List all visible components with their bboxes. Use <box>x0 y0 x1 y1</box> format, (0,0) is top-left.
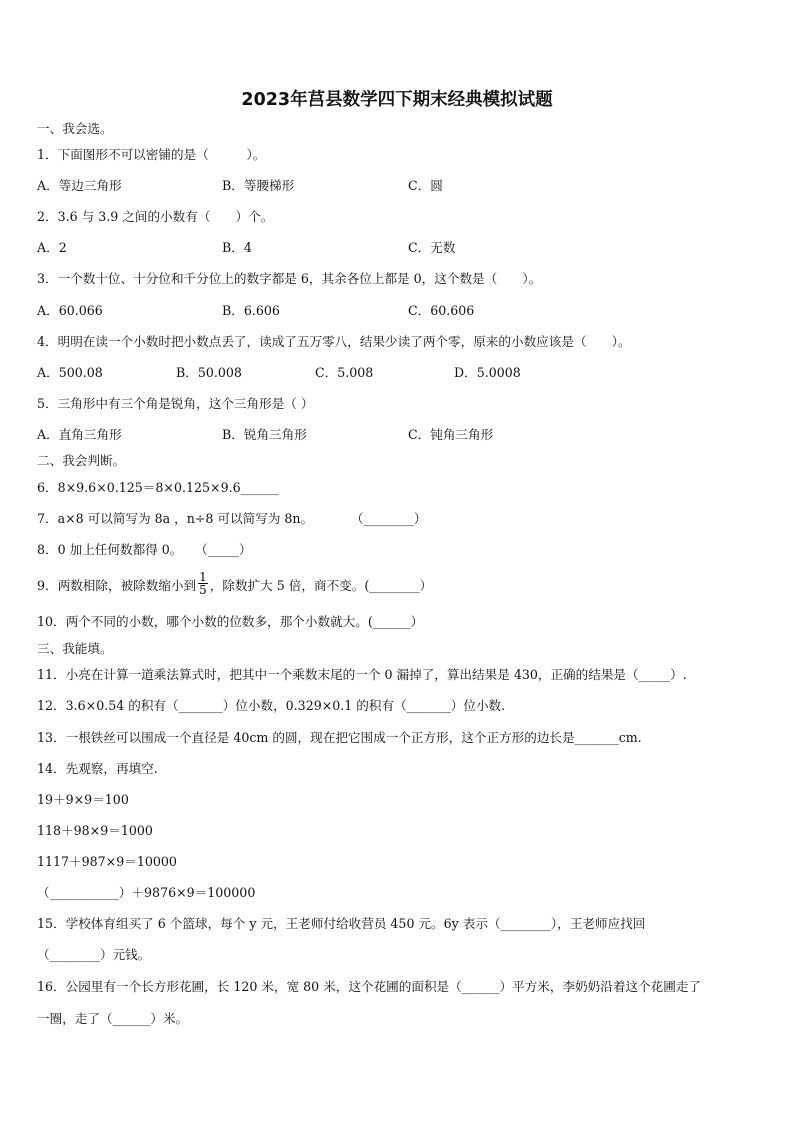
question-16-line-2: 一圈，走了（______）米。 <box>37 1011 189 1026</box>
q9-text-before: 9．两数相除，被除数缩小到 <box>37 578 197 593</box>
question-3: 3．一个数十位、十分位和千分位上的数字都是 6，其余各位上都是 0，这个数是（ ）。 <box>37 271 542 286</box>
question-8: 8．0 加上任何数都得 0。 （_____） <box>37 542 252 557</box>
section-heading-choice: 一、我会选。 <box>37 121 113 136</box>
q1-option-b: B．等腰梯形 <box>222 178 295 193</box>
q5-option-c: C．钝角三角形 <box>408 427 494 442</box>
question-5: 5．三角形中有三个角是锐角，这个三角形是（ ） <box>37 396 314 411</box>
question-2: 2．3.6 与 3.9 之间的小数有（ ）个。 <box>37 209 274 224</box>
q14-equation-3: 1117＋987×9＝10000 <box>37 854 177 869</box>
q3-option-c: C．60.606 <box>408 303 475 318</box>
q5-option-a: A．直角三角形 <box>37 427 122 442</box>
question-10: 10．两个不同的小数，哪个小数的位数多，那个小数就大。(______） <box>37 614 424 629</box>
question-12: 12．3.6×0.54 的积有（_______）位小数，0.329×0.1 的积有（_______）位小数. <box>37 698 506 713</box>
q14-equation-1: 19＋9×9＝100 <box>37 792 129 807</box>
q4-option-c: C．5.008 <box>315 365 374 380</box>
section-heading-fill: 三、我能填。 <box>37 641 113 656</box>
question-13: 13．一根铁丝可以围成一个直径是 40cm 的圆，现在把它围成一个正方形，这个正方形的边长是_______cm. <box>37 730 642 745</box>
fraction-numerator: 1 <box>199 570 207 584</box>
question-16-line-1: 16．公园里有一个长方形花圃，长 120 米，宽 80 米，这个花圃的面积是（______）平方米，李奶奶沿着这个花圃走了 <box>37 979 702 994</box>
question-11: 11．小亮在计算一道乘法算式时，把其中一个乘数末尾的一个 0 漏掉了，算出结果是 430，正确的结果是（_____）. <box>37 667 687 682</box>
question-7: 7．a×8 可以简写为 8a ，n÷8 可以简写为 8n。 （________） <box>37 511 427 526</box>
q5-option-b: B．锐角三角形 <box>222 427 307 442</box>
fraction-denominator: 5 <box>199 583 207 597</box>
question-1: 1．下面图形不可以密铺的是（ ）。 <box>37 147 266 162</box>
q9-text-after: ，除数扩大 5 倍，商不变。(________） <box>209 578 433 593</box>
question-15-line-2: （________）元钱。 <box>37 947 151 962</box>
q3-option-a: A．60.066 <box>37 303 103 318</box>
question-15-line-1: 15．学校体育组买了 6 个篮球，每个 y 元，王老师付给收营员 450 元。6y 表示（________），王老师应找回 <box>37 916 646 931</box>
q1-option-a: A．等边三角形 <box>37 178 122 193</box>
q4-option-b: B．50.008 <box>176 365 242 380</box>
q14-equation-4: （___________）＋9876×9＝100000 <box>37 885 256 900</box>
q4-option-a: A．500.08 <box>37 365 103 380</box>
q1-option-c: C．圆 <box>408 178 443 193</box>
q2-option-a: A．2 <box>37 240 67 255</box>
question-4: 4．明明在读一个小数时把小数点丢了，读成了五万零八，结果少读了两个零，原来的小数应该是（ ）。 <box>37 334 631 349</box>
page-title: 2023年莒县数学四下期末经典模拟试题 <box>241 90 553 110</box>
question-6: 6．8×9.6×0.125＝8×0.125×9.6______ <box>37 480 279 495</box>
q2-option-c: C．无数 <box>408 240 456 255</box>
q14-equation-2: 118＋98×9＝1000 <box>37 823 153 838</box>
q4-option-d: D．5.0008 <box>454 365 521 380</box>
q3-option-b: B．6.606 <box>222 303 280 318</box>
section-heading-judge: 二、我会判断。 <box>37 453 126 468</box>
question-14: 14．先观察，再填空. <box>37 761 158 776</box>
q2-option-b: B．4 <box>222 240 252 255</box>
fraction-one-fifth <box>198 571 208 596</box>
question-9 <box>37 570 433 597</box>
